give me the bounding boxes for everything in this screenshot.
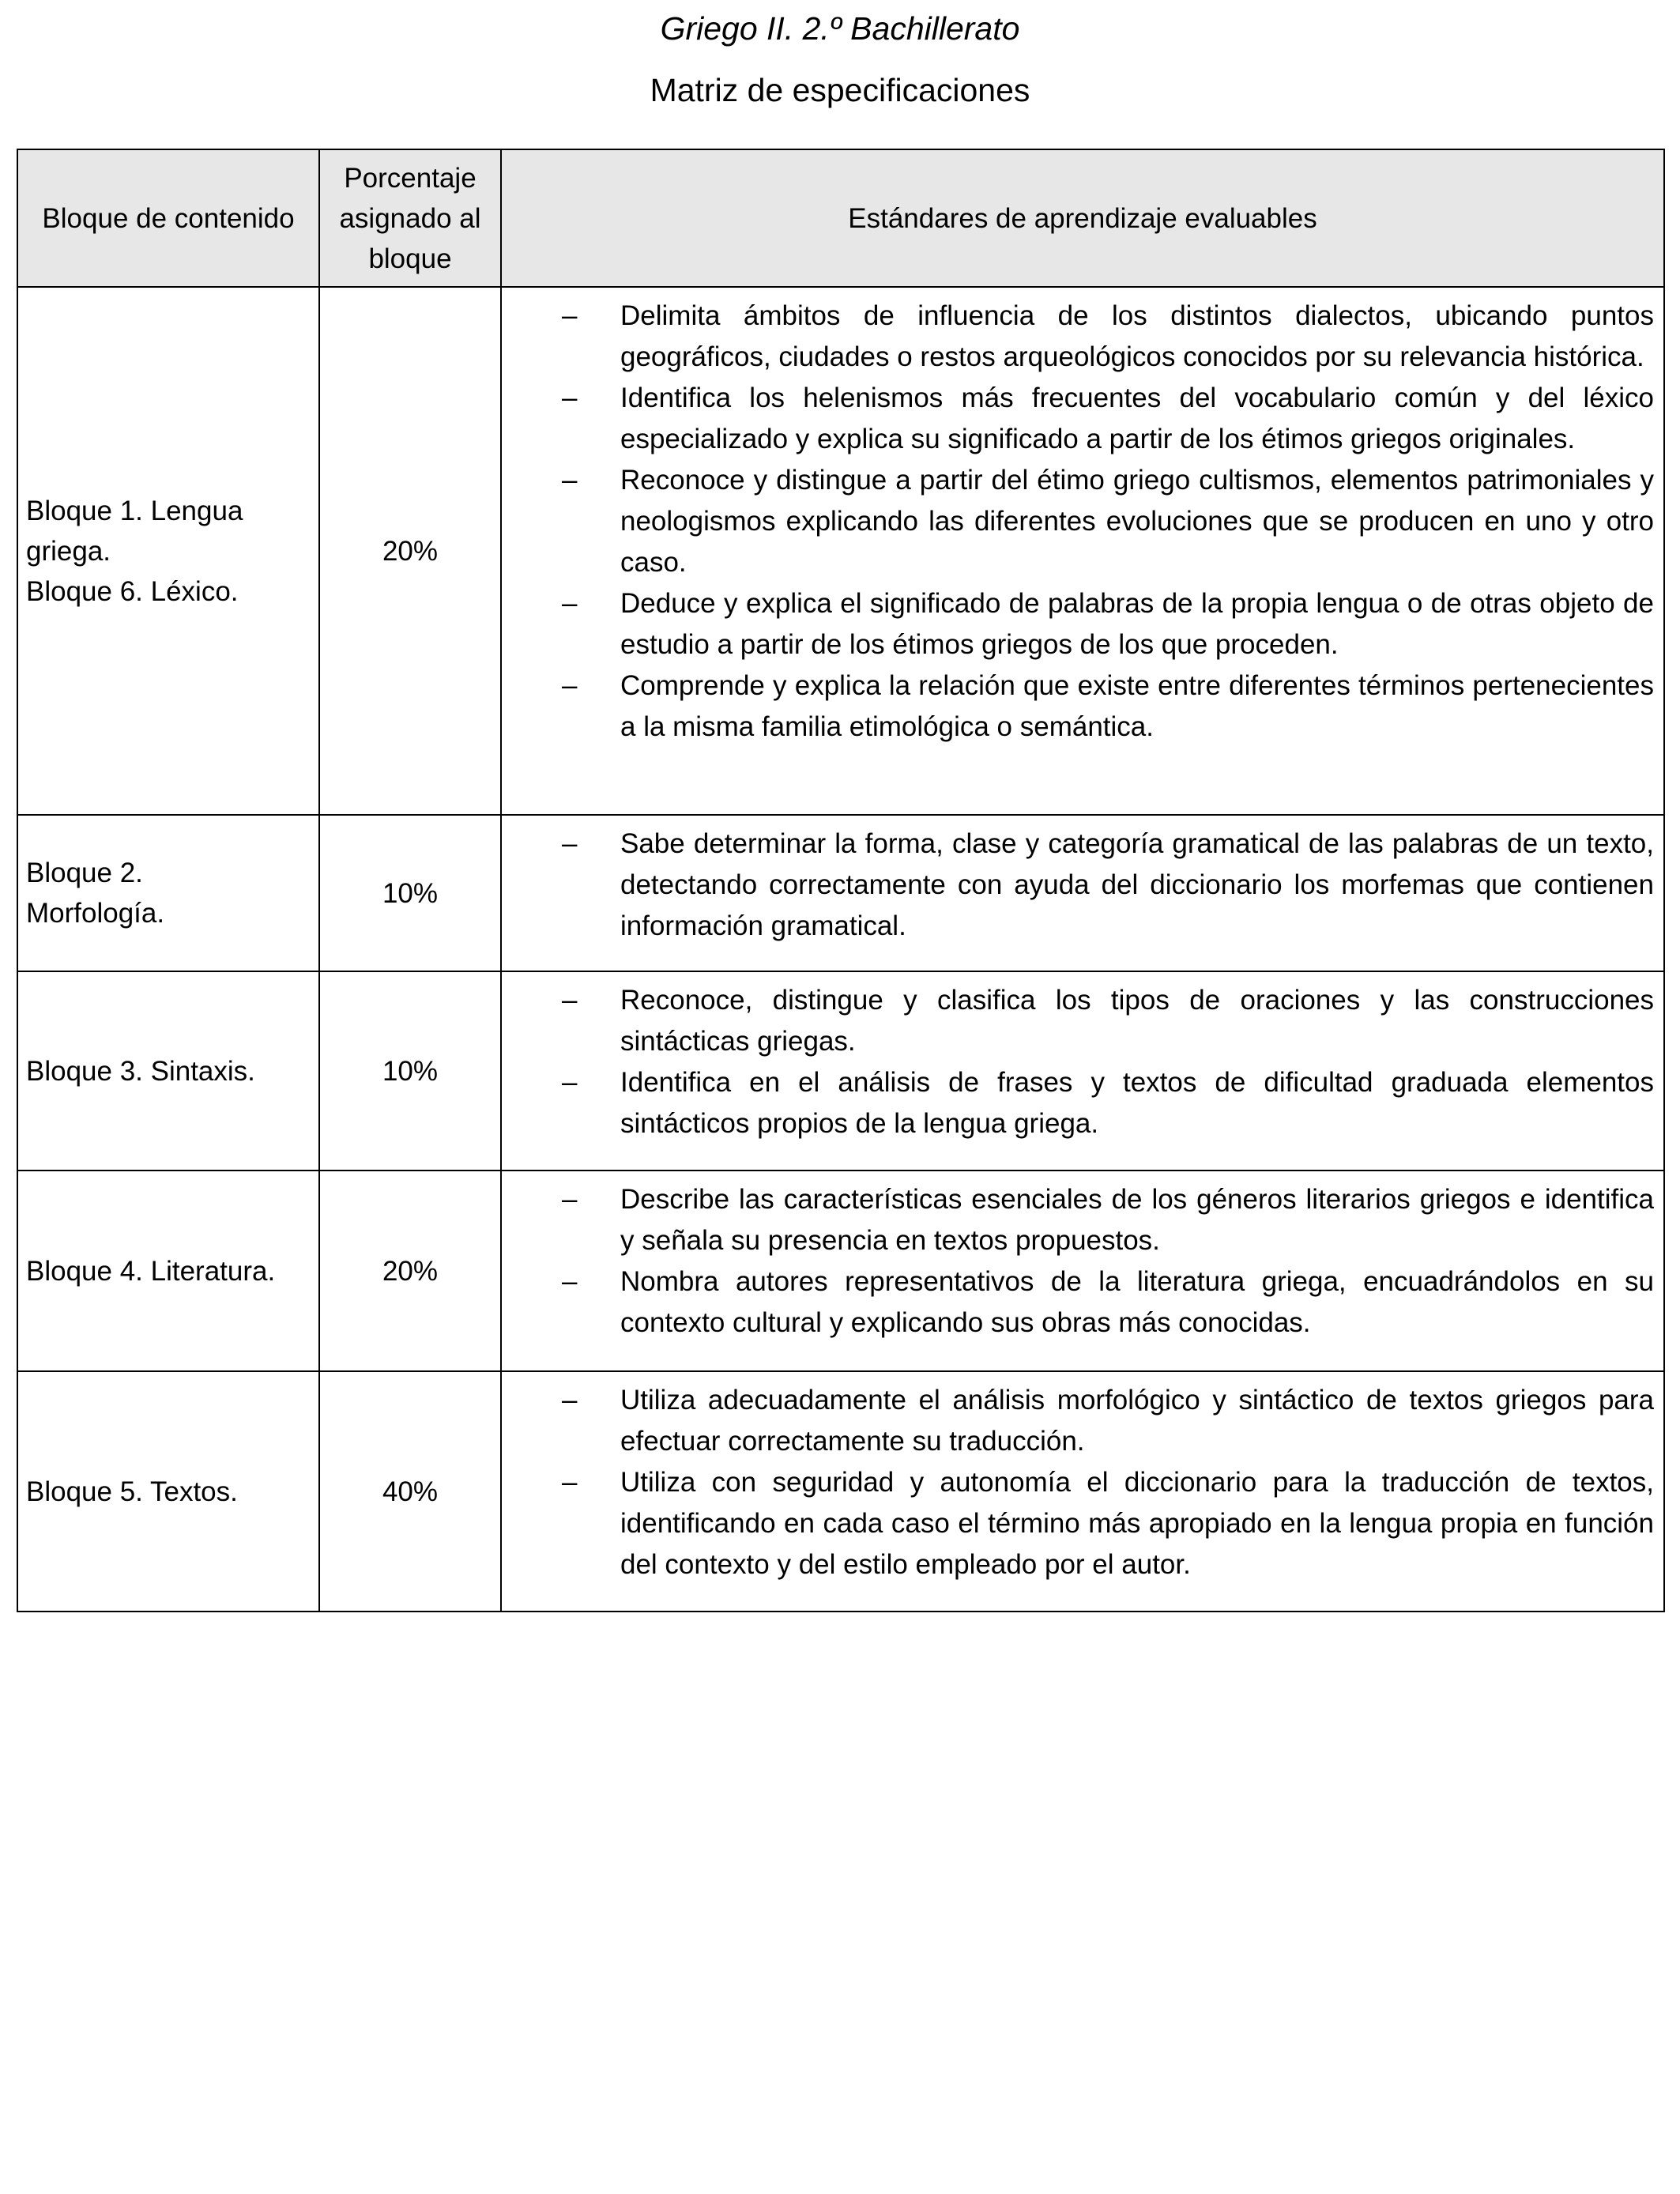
standard-item: – Sabe determinar la forma, clase y categoría gramatical de las palabras de un texto, detectando correctamente con ayuda del diccionario los morfemas que contienen información gramatical. [502, 824, 1654, 947]
standards-cell [501, 971, 1664, 1171]
standards-cell [501, 287, 1664, 815]
table-row [17, 971, 1664, 1171]
standards-cell [501, 1371, 1664, 1612]
standard-item: – Identifica los helenismos más frecuentes del vocabulario común y del léxico especializado y explica su significado a partir de los étimos griegos originales. [502, 378, 1654, 460]
document-subtitle: Matriz de especificaciones [650, 72, 1030, 108]
table-header-row [17, 149, 1664, 287]
block-label-1: Bloque 1. Lengua [26, 495, 243, 526]
percentage-cell: 10% [319, 971, 501, 1171]
header-percentage [319, 149, 501, 287]
percentage-cell: 10% [319, 815, 501, 971]
document-title: Griego II. 2.º Bachillerato [660, 10, 1020, 47]
block-label-2: Bloque 2. [26, 858, 143, 888]
block-cell: Bloque 3. Sintaxis. [17, 971, 319, 1171]
header-block: Bloque de contenido [17, 149, 319, 287]
block-label-6: Bloque 6. Léxico. [26, 575, 239, 607]
specifications-table [17, 149, 1665, 1612]
standard-item: – Reconoce y distingue a partir del étimo griego cultismos, elementos patrimoniales y neologismos explicando las diferentes evoluciones que se producen en uno y otro caso. [502, 460, 1654, 583]
table-row [17, 815, 1664, 971]
standard-item: – Identifica en el análisis de frases y textos de dificultad graduada elementos sintácticos propios de la lengua griega. [502, 1062, 1654, 1144]
standard-item: – Deduce y explica el significado de palabras de la propia lengua o de otras objeto de estudio a partir de los étimos griegos de los que proceden. [502, 583, 1654, 665]
table-row [17, 1171, 1664, 1371]
standard-item: – Utiliza con seguridad y autonomía el diccionario para la traducción de textos, identificando en cada caso el término más apropiado en la lengua propia en función del contexto y del estilo empleado por el autor. [502, 1462, 1654, 1585]
percentage-cell: 20% [319, 287, 501, 815]
block-cell: Bloque 4. Literatura. [17, 1171, 319, 1371]
standards-cell [501, 815, 1664, 971]
standards-cell [501, 1171, 1664, 1371]
block-cell: Bloque 5. Textos. [17, 1371, 319, 1612]
block-label-1b: griega. [26, 535, 111, 567]
block-cell [17, 815, 319, 971]
standard-item: – Delimita ámbitos de influencia de los distintos dialectos, ubicando puntos geográficos, ciudades o restos arqueológicos conocidos por su relevancia histórica. [502, 296, 1654, 378]
standard-item: – Comprende y explica la relación que existe entre diferentes términos pertenecientes a la misma familia etimológica o semántica. [502, 665, 1654, 748]
block-cell [17, 287, 319, 815]
table-row [17, 287, 1664, 815]
block-label-2b: Morfología. [26, 898, 165, 929]
header-percentage-label: Porcentaje asignado al bloque [339, 162, 481, 274]
standard-item: – Reconoce, distingue y clasifica los tipos de oraciones y las construcciones sintácticas griegas. [502, 980, 1654, 1062]
standard-item: – Nombra autores representativos de la literatura griega, encuadrándolos en su contexto cultural y explicando sus obras más conocidas. [502, 1261, 1654, 1344]
header-standards: Estándares de aprendizaje evaluables [501, 149, 1664, 287]
percentage-cell: 40% [319, 1371, 501, 1612]
standard-item: – Utiliza adecuadamente el análisis morfológico y sintáctico de textos griegos para efectuar correctamente su traducción. [502, 1380, 1654, 1462]
table-row [17, 1371, 1664, 1612]
standard-item: – Describe las características esenciales de los géneros literarios griegos e identifica y señala su presencia en textos propuestos. [502, 1179, 1654, 1261]
percentage-cell: 20% [319, 1171, 501, 1371]
